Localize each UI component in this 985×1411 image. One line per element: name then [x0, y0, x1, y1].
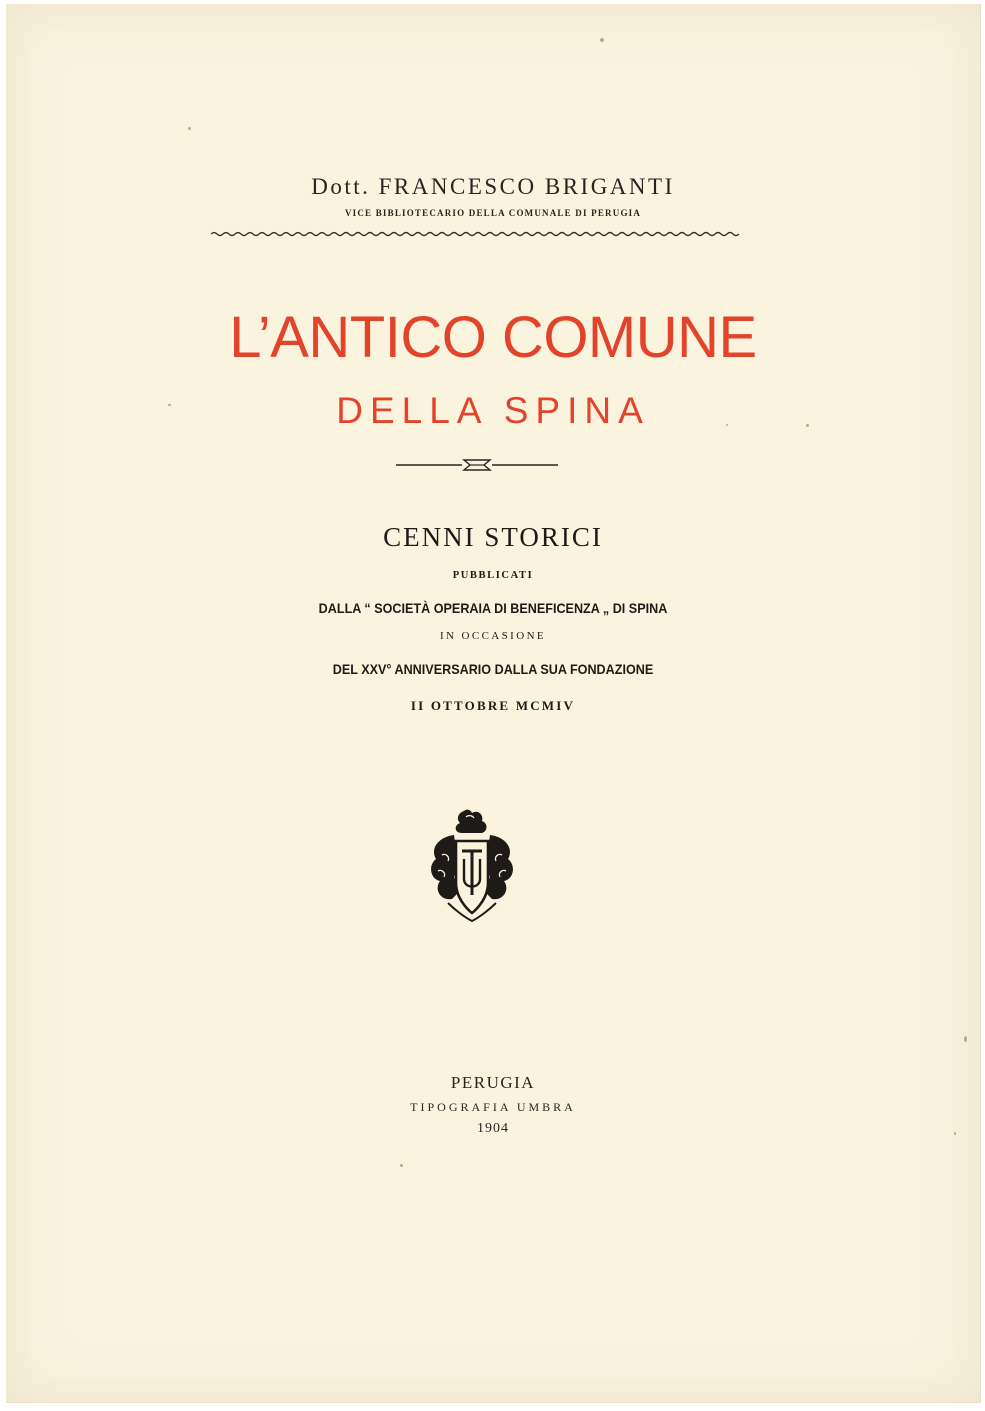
detail-society: DALLA “ SOCIETÀ OPERAIA DI BENEFICENZA „ DI SPINA	[318, 600, 668, 616]
author-role: VICE BIBLIOTECARIO DELLA COMUNALE DI PERUGIA	[344, 208, 642, 218]
imprint-press: TIPOGRAFIA UMBRA	[410, 1100, 576, 1114]
printer-crest-icon	[424, 807, 520, 925]
paper-speck	[400, 1164, 403, 1167]
book-cover	[6, 4, 981, 1403]
detail-date: II OTTOBRE MCMIV	[410, 698, 576, 713]
paper-speck	[806, 424, 809, 427]
paper-speck	[726, 424, 728, 426]
author-name-line	[6, 174, 980, 200]
ornamental-divider-icon	[396, 458, 558, 472]
detail-occasione: IN OCCASIONE	[439, 630, 547, 642]
title-line-1: L’ANTICO COMUNE	[229, 305, 757, 370]
imprint-city: PERUGIA	[450, 1073, 536, 1092]
detail-pubblicati: PUBBLICATI	[452, 570, 534, 581]
wavy-rule-divider	[211, 228, 741, 240]
imprint-year: 1904	[477, 1121, 509, 1136]
subtitle: CENNI STORICI	[383, 522, 603, 552]
author-prefix: Dott.	[311, 174, 371, 199]
paper-speck	[964, 1036, 967, 1042]
detail-anniversary: DEL XXV° ANNIVERSARIO DALLA SUA FONDAZIONE	[332, 661, 654, 677]
paper-speck	[188, 127, 191, 130]
title-line-2: DELLA SPINA	[336, 390, 650, 431]
paper-speck	[954, 1132, 956, 1135]
paper-speck	[600, 38, 604, 42]
author-name: FRANCESCO BRIGANTI	[378, 174, 675, 199]
paper-speck	[168, 404, 171, 406]
